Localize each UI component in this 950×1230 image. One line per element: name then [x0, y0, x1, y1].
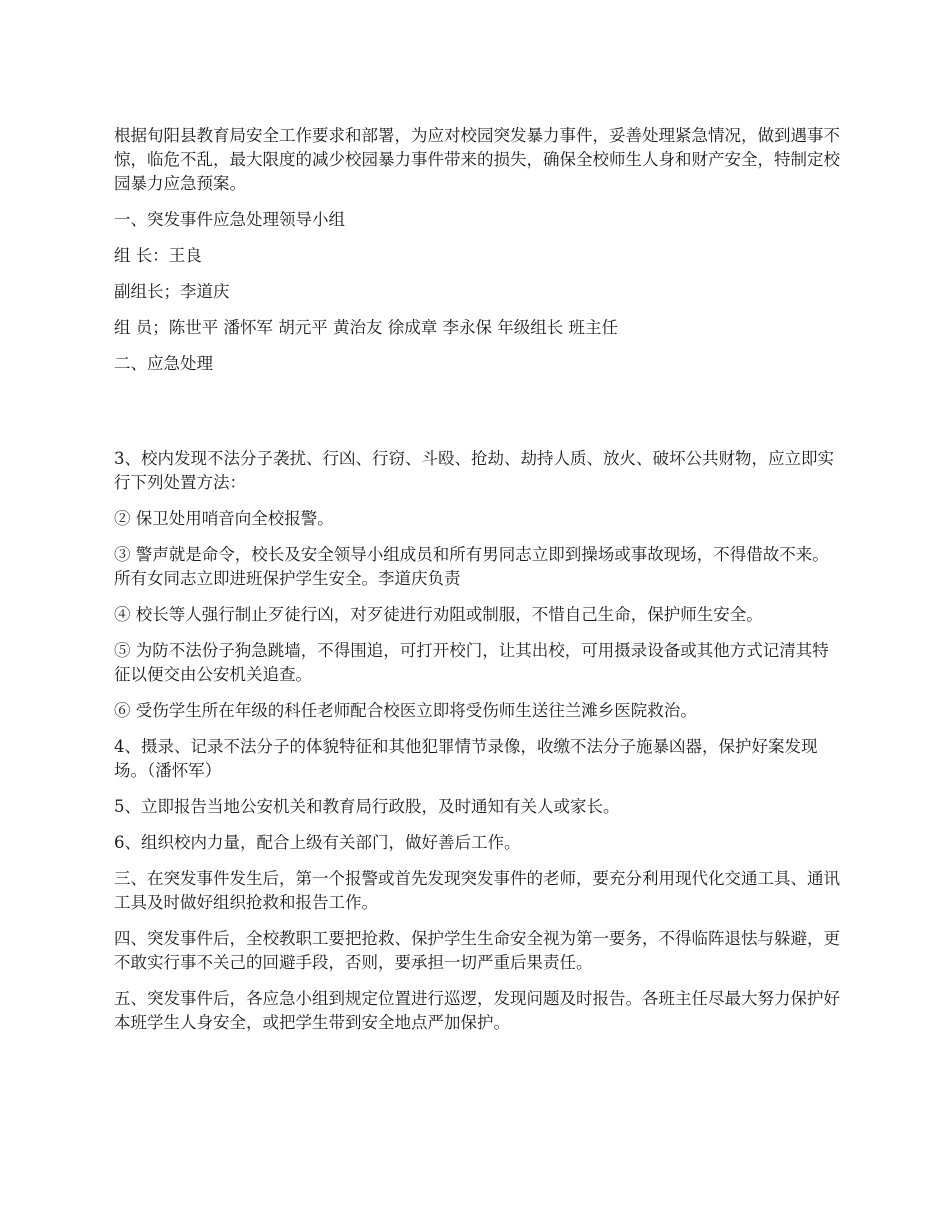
item-4-paragraph: 4、摄录、记录不法分子的体貌特征和其他犯罪情节录像，收缴不法分子施暴凶器，保护好案发现场。（潘怀军） [114, 737, 818, 780]
blank-gap [114, 388, 844, 447]
step-2-paragraph: ② 保卫处用哨音向全校报警。 [114, 509, 334, 528]
item-6-paragraph: 6、组织校内力量，配合上级有关部门，做好善后工作。 [114, 833, 521, 852]
item-5-paragraph: 5、立即报告当地公安机关和教育局行政股，及时通知有关人或家长。 [114, 797, 620, 816]
step-5-paragraph: ⑤ 为防不法份子狗急跳墙，不得围追，可打开校门，让其出校，可用摄录设备或其他方式记清其特征以便交由公安机关追查。 [114, 641, 829, 684]
section-4-paragraph: 四、突发事件后，全校教职工要把抢救、保护学生生命安全视为第一要务，不得临阵退怯与躲避，更不敢实行事不关己的回避手段，否则，要承担一切严重后果责任。 [114, 929, 840, 972]
section-5-paragraph: 五、突发事件后，各应急小组到规定位置进行巡逻，发现问题及时报告。各班主任尽最大努力保护好本班学生人身安全，或把学生带到安全地点严加保护。 [114, 989, 840, 1032]
step-3-paragraph: ③ 警声就是命令，校长及安全领导小组成员和所有男同志立即到操场或事故现场，不得借故不来。所有女同志立即进班保护学生安全。李道庆负责 [114, 545, 829, 588]
section-heading-emergency-handling: 二、应急处理 [114, 354, 213, 373]
intro-paragraph: 根据旬阳县教育局安全工作要求和部署，为应对校园突发暴力事件，妥善处理紧急情况，做到遇事不惊，临危不乱，最大限度的减少校园暴力事件带来的损失，确保全校师生人身和财产安全，特制定校园暴力应急预案。 [114, 126, 840, 193]
step-4-paragraph: ④ 校长等人强行制止歹徒行凶，对歹徒进行劝阻或制服，不惜自己生命，保护师生安全。 [114, 605, 763, 624]
deputy-leader-line: 副组长；李道庆 [114, 282, 230, 301]
members-line: 组 员；陈世平 潘怀军 胡元平 黄治友 徐成章 李永保 年级组长 班主任 [114, 318, 618, 337]
item-3-paragraph: 3、校内发现不法分子袭扰、行凶、行窃、斗殴、抢劫、劫持人质、放火、破坏公共财物，应立即实行下列处置方法： [114, 449, 834, 492]
document-body [114, 124, 844, 1047]
step-6-paragraph: ⑥ 受伤学生所在年级的科任老师配合校医立即将受伤师生送往兰滩乡医院救治。 [114, 701, 697, 720]
section-heading-leadership-group: 一、突发事件应急处理领导小组 [114, 210, 345, 229]
section-3-paragraph: 三、在突发事件发生后，第一个报警或首先发现突发事件的老师，要充分利用现代化交通工具、通讯工具及时做好组织抢救和报告工作。 [114, 869, 840, 912]
leader-line: 组 长：王良 [114, 246, 202, 265]
